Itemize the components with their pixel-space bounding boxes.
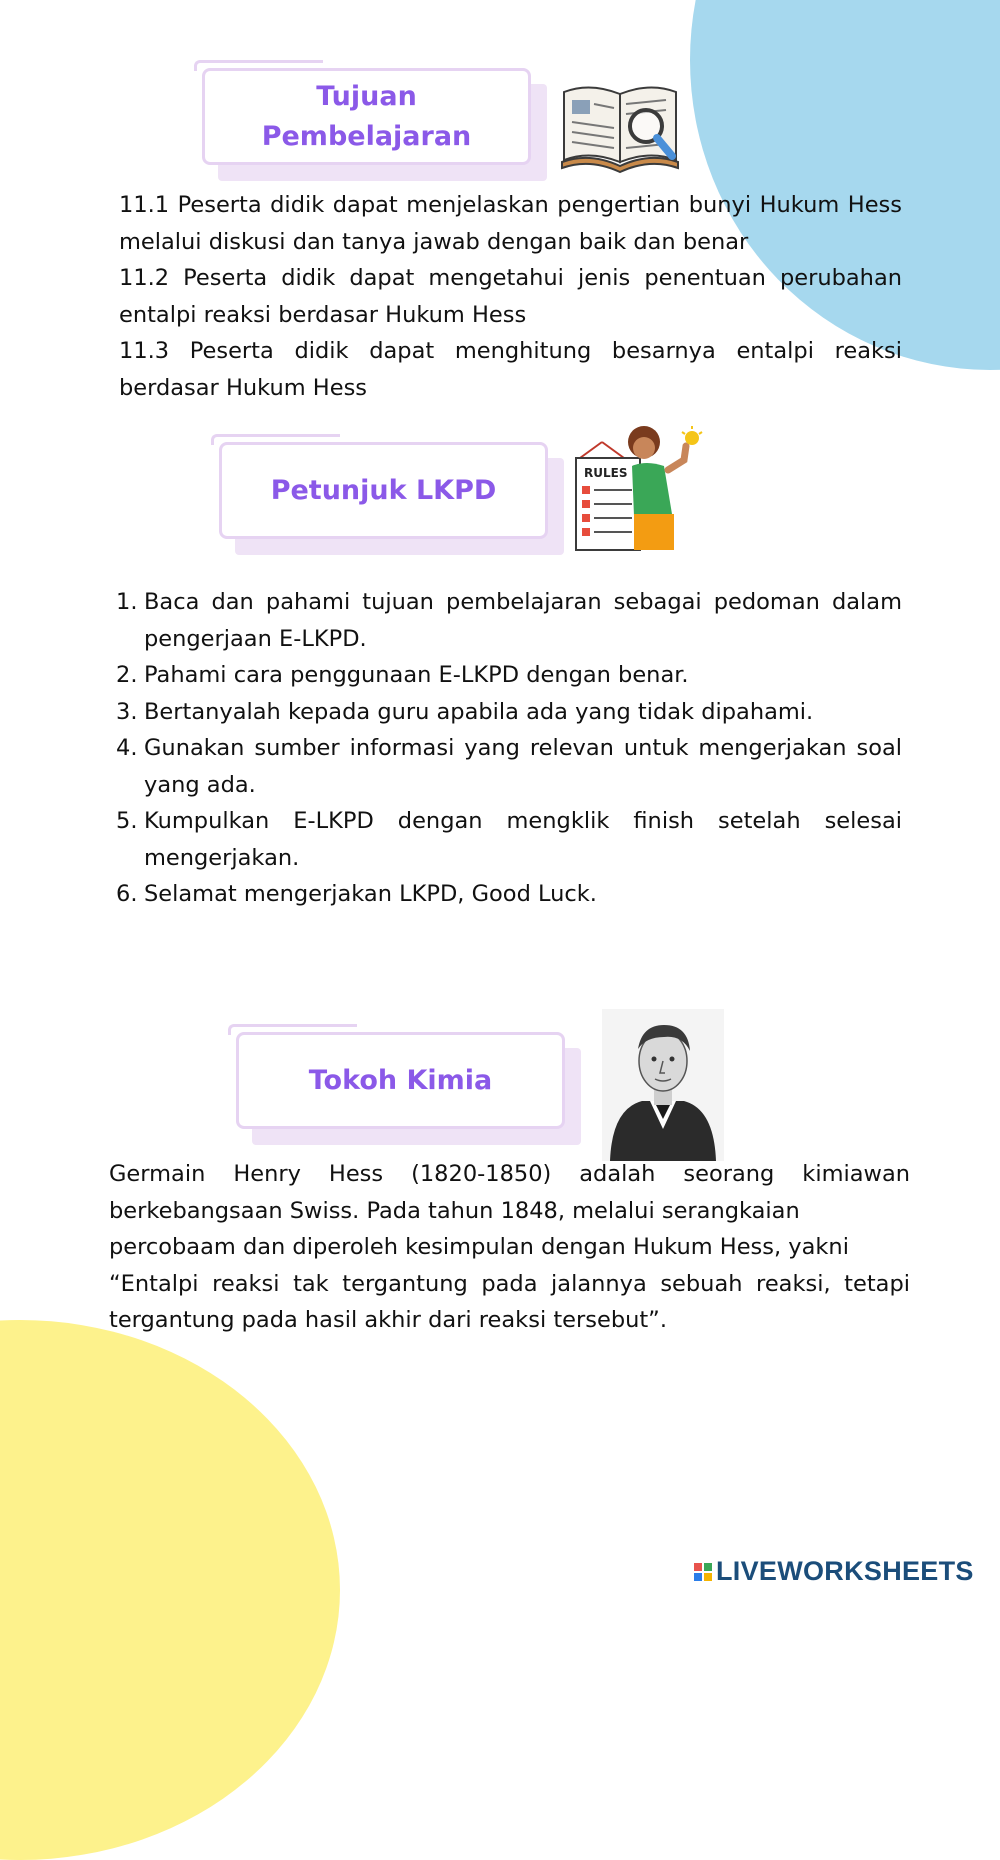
tujuan-list [119,187,902,406]
item-number: 5. [116,808,138,834]
list-item [116,730,902,803]
tujuan-item: 11.1 Peserta didik dapat menjelaskan pengertian bunyi Hukum Hess melalui diskusi dan tanya jawab dengan baik dan benar [119,192,902,255]
item-text: Baca dan pahami tujuan pembelajaran sebagai pedoman dalam pengerjaan E-LKPD. [144,589,902,652]
item-text: Gunakan sumber informasi yang relevan untuk mengerjakan soal yang ada. [144,735,902,798]
list-item [116,803,902,876]
item-text: Selamat mengerjakan LKPD, Good Luck. [144,881,597,907]
tokoh-title-card [236,1032,565,1129]
portrait-image [602,1009,724,1161]
card-face [236,1032,565,1129]
item-number: 4. [116,735,138,761]
tokoh-paragraph-line: “Entalpi reaksi tak tergantung pada jalannya sebuah reaksi, tetapi tergantung pada hasil akhir dari reaksi tersebut”. [109,1270,910,1333]
book-magnifier-icon [560,78,684,174]
petunjuk-list [116,584,902,913]
logo-square [704,1563,712,1571]
rules-teacher-icon [572,424,706,554]
tokoh-title: Tokoh Kimia [308,1064,493,1096]
item-number: 6. [116,881,138,907]
logo-grid-icon [694,1563,712,1581]
item-number: 3. [116,698,138,725]
tokoh-paragraph-line: percobaam dan diperoleh kesimpulan dengan Hukum Hess, yakni [109,1234,849,1260]
list-item [116,657,902,694]
item-text: Pahami cara penggunaan E-LKPD dengan benar. [144,662,689,688]
tujuan-title-card [202,68,531,165]
tujuan-title-line2: Pembelajaran [261,120,472,152]
item-number: 1. [116,589,138,615]
list-item [116,876,902,913]
rules-sign-text: RULES [584,466,628,480]
logo-square [704,1573,712,1581]
item-number: 2. [116,662,138,688]
petunjuk-title: Petunjuk LKPD [270,474,497,506]
tujuan-title-line1: Tujuan [316,80,417,112]
list-item [116,584,902,657]
card-face [219,442,548,539]
list-item [116,694,902,731]
logo-square [694,1563,702,1571]
tokoh-paragraph [109,1156,910,1339]
tujuan-item: 11.2 Peserta didik dapat mengetahui jenis penentuan perubahan entalpi reaksi berdasar Hukum Hess [119,265,902,328]
item-text: Bertanyalah kepada guru apabila ada yang tidak dipahami. [144,698,814,725]
decor-yellow-blob [0,1320,340,1860]
tujuan-item: 11.3 Peserta didik dapat menghitung besarnya entalpi reaksi berdasar Hukum Hess [119,338,902,401]
tokoh-paragraph-line: Germain Henry Hess (1820-1850) adalah seorang kimiawan berkebangsaan Swiss. Pada tahun 1848, melalui serangkaian [109,1161,910,1224]
petunjuk-title-card [219,442,548,539]
logo-square [694,1573,702,1581]
logo-text: LIVEWORKSHEETS [716,1556,974,1586]
tujuan-title [262,77,472,157]
card-face [202,68,531,165]
item-text: Kumpulkan E-LKPD dengan mengklik finish setelah selesai mengerjakan. [144,808,902,871]
liveworksheets-logo[interactable] [694,1556,974,1587]
